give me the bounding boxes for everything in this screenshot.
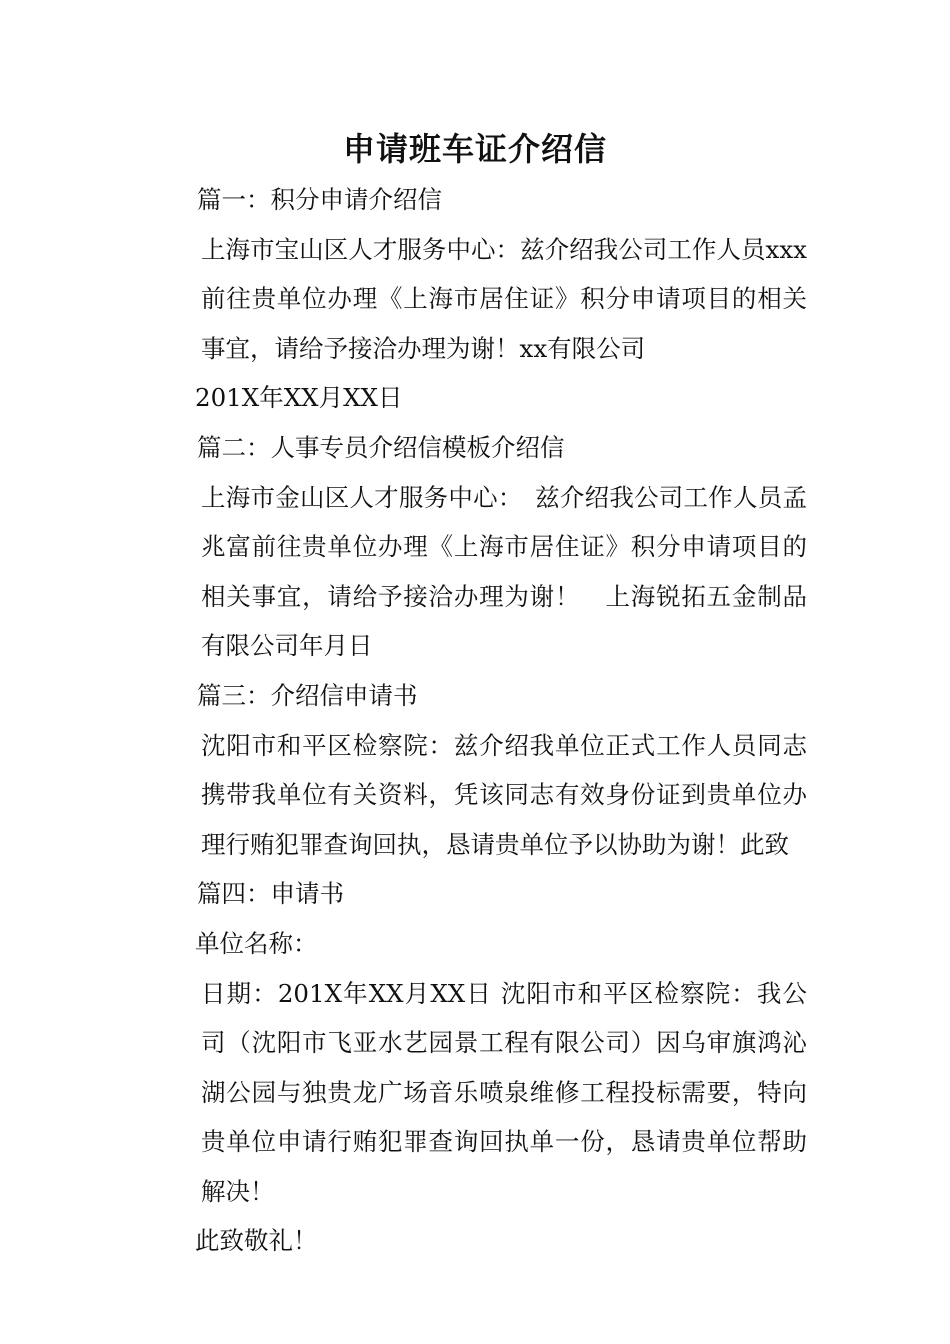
section-heading-3: 篇三：介绍信申请书	[197, 680, 418, 710]
closing-line: 此致敬礼！	[195, 1226, 318, 1256]
letter-paragraph-2: 上海市金山区人才服务中心： 兹介绍我公司工作人员孟兆富前往贵单位办理《上海市居住证》积分申请项目的相关事宜，请给予接洽办理为谢！ 上海锐拓五金制品有限公司年月日	[201, 482, 807, 661]
letter-paragraph-3: 沈阳市和平区检察院：兹介绍我单位正式工作人员同志携带我单位有关资料，凭该同志有效身份证到贵单位办理行贿犯罪查询回执，恳请贵单位予以协助为谢！此致	[201, 730, 807, 859]
date-line-1: 201X年XX月XX日	[195, 383, 403, 413]
unit-name-line: 单位名称：	[195, 928, 318, 958]
section-heading-4: 篇四：申请书	[197, 879, 344, 909]
section-heading-2: 篇二：人事专员介绍信模板介绍信	[197, 432, 565, 462]
document-body	[145, 175, 807, 1266]
letter-paragraph-1: 上海市宝山区人才服务中心：兹介绍我公司工作人员xxx前往贵单位办理《上海市居住证》积分申请项目的相关事宜，请给予接洽办理为谢！xx有限公司	[201, 234, 807, 363]
letter-paragraph-4: 日期：201X年XX月XX日 沈阳市和平区检察院：我公司（沈阳市飞亚水艺园景工程有限公司）因乌审旗鸿沁湖公园与独贵龙广场音乐喷泉维修工程投标需要，特向贵单位申请行贿犯罪查询回执单一份，恳请贵单位帮助解决！	[201, 978, 807, 1206]
document-title: 申请班车证介绍信	[342, 130, 607, 168]
section-heading-1: 篇一：积分申请介绍信	[197, 185, 442, 214]
